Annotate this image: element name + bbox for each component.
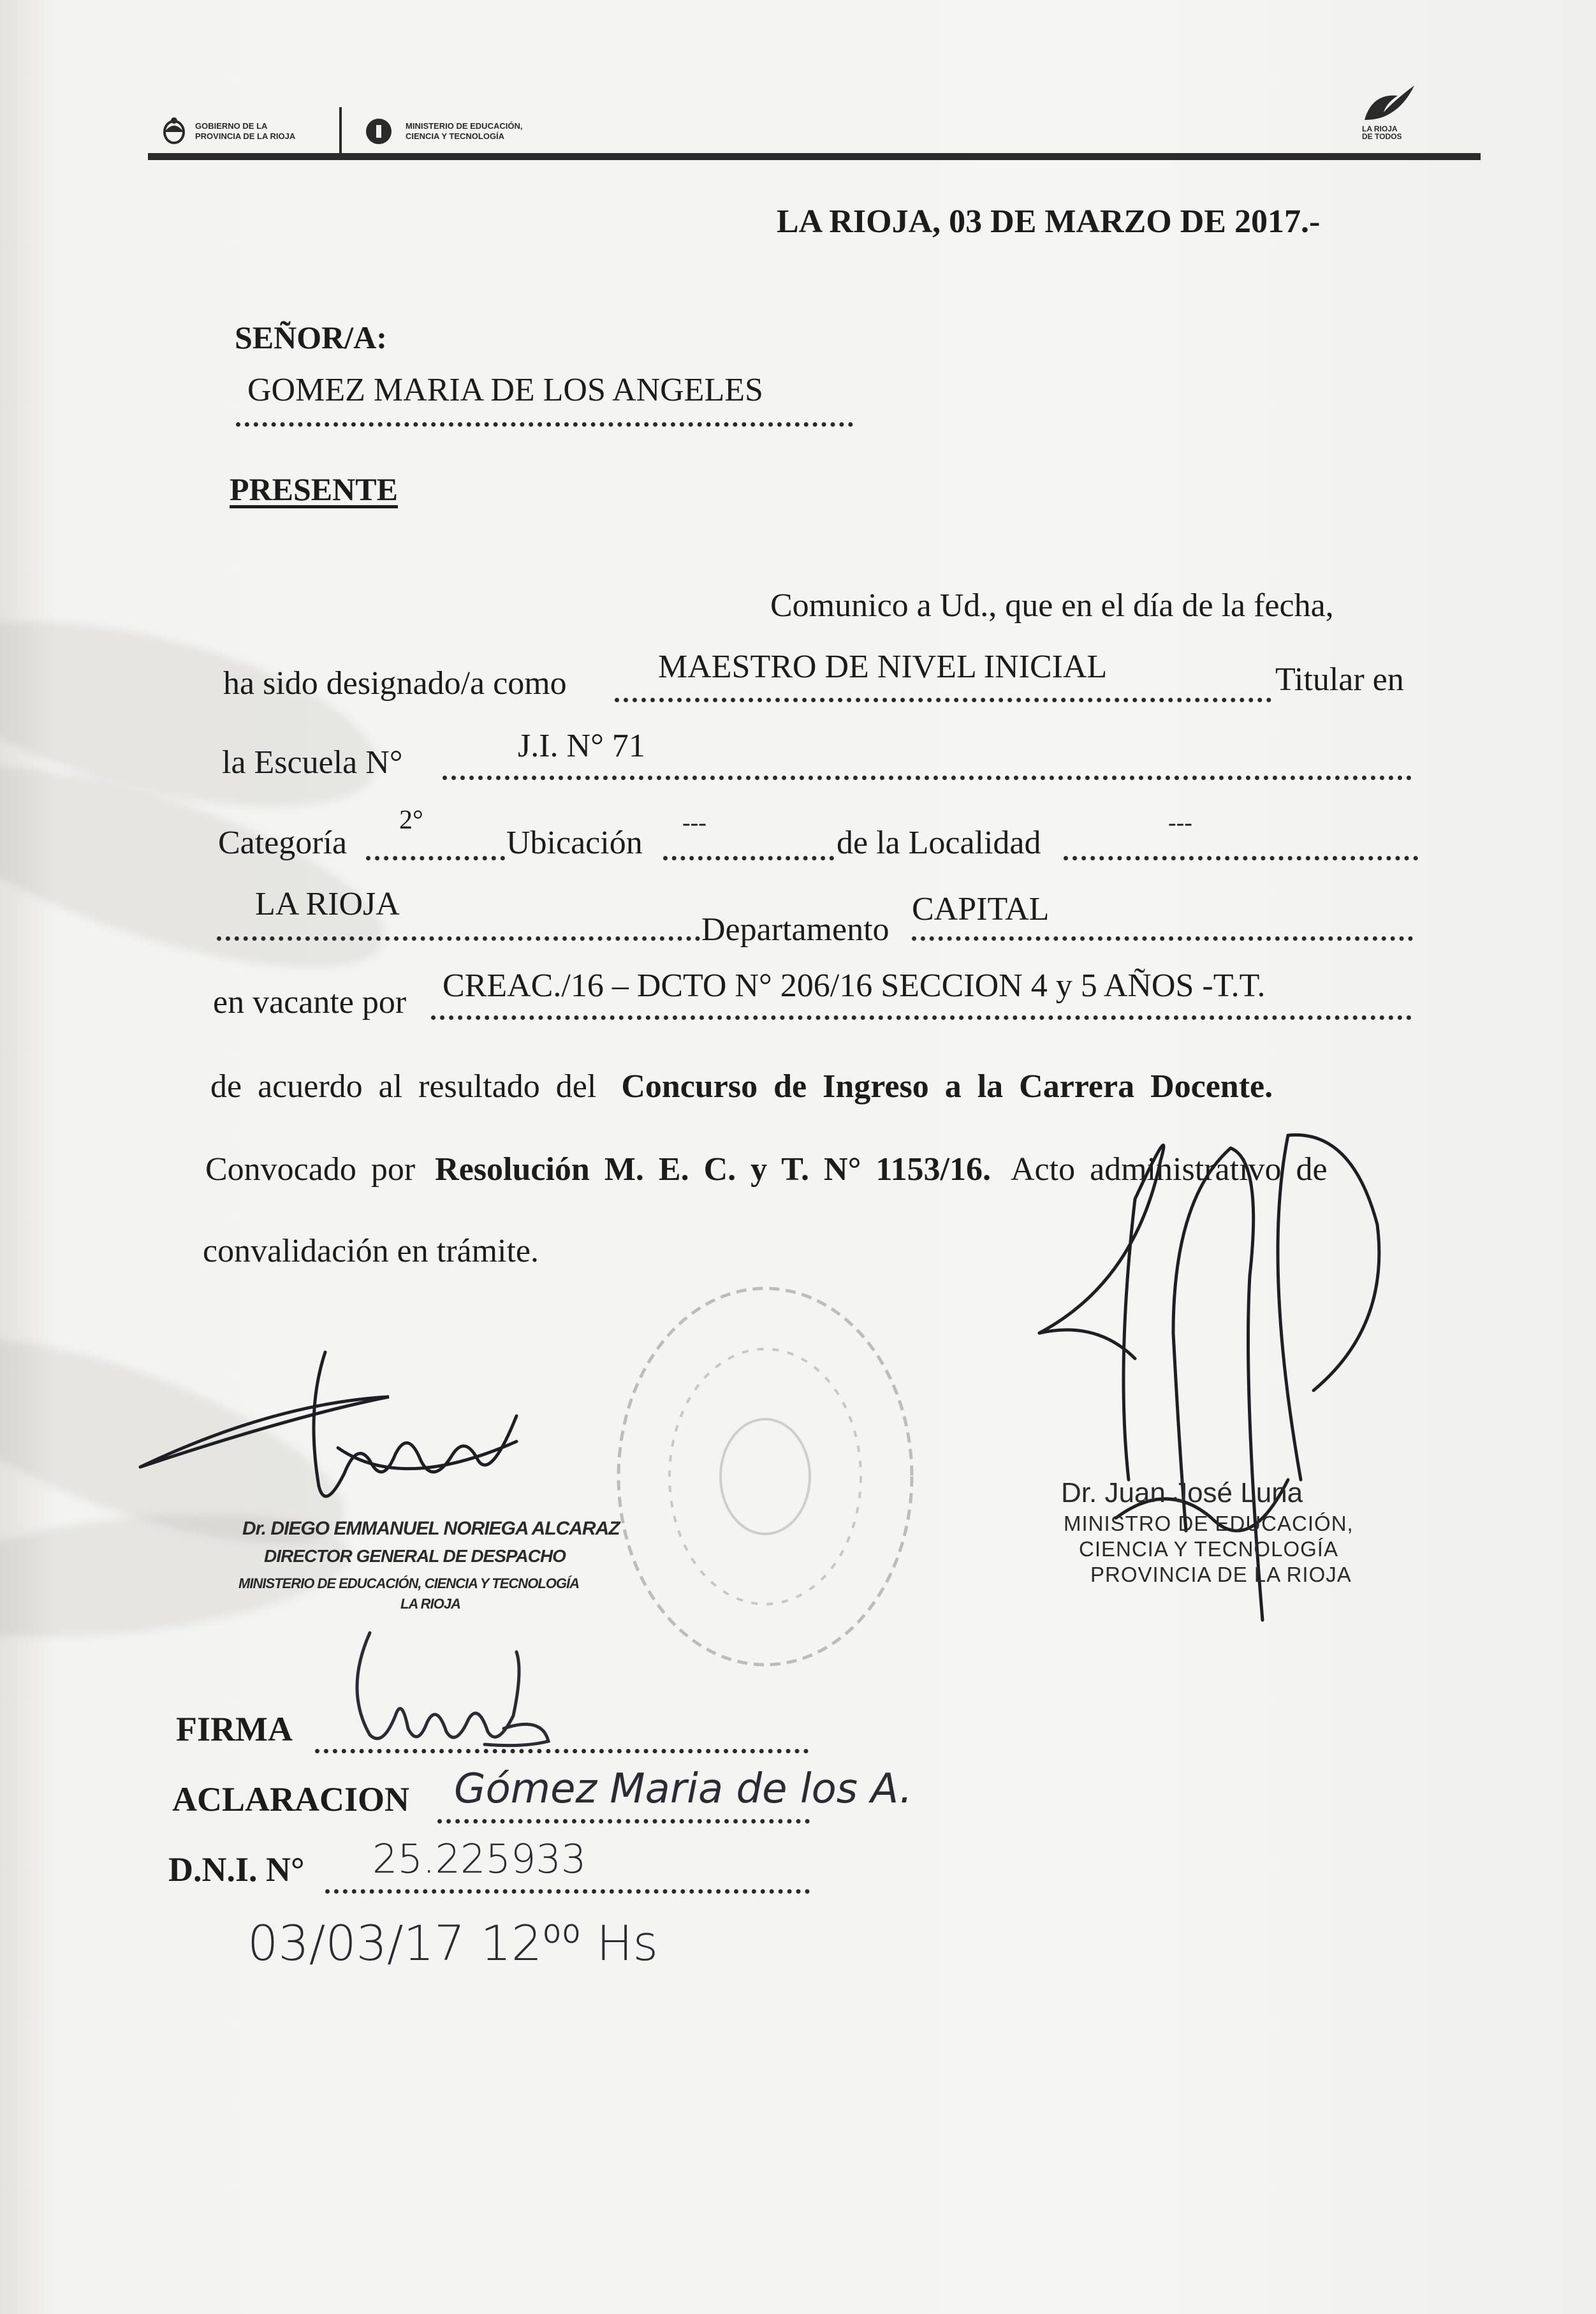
reception-date-handwritten: 03/03/17 12⁰⁰ Hs	[247, 1915, 659, 1971]
acuerdo-line	[210, 1068, 1273, 1105]
salutation: SEÑOR/A:	[235, 320, 387, 355]
convalidacion-text: convalidación en trámite.	[203, 1233, 539, 1269]
director-place: LA RIOJA	[400, 1596, 460, 1612]
escuela-value: J.I. N° 71	[518, 728, 645, 764]
director-signature	[134, 1346, 542, 1524]
dotted-line	[437, 1819, 810, 1824]
dotted-line	[431, 1015, 1412, 1020]
dotted-line	[325, 1889, 810, 1894]
acto-text: Acto administrativo de	[1010, 1151, 1328, 1188]
letterhead-rule	[148, 153, 1481, 160]
dotted-line	[1064, 856, 1418, 860]
localidad-value: ---	[1168, 809, 1192, 836]
ubicacion-label: Ubicación	[506, 825, 643, 861]
dotted-line	[443, 776, 1412, 780]
vacante-value: CREAC./16 – DCTO N° 206/16 SECCION 4 y 5 AÑOS -T.T.	[443, 968, 1266, 1004]
titular-label: Titular en	[1275, 661, 1404, 698]
minister-title-1: MINISTRO DE EDUCACIÓN,	[1064, 1512, 1354, 1535]
dotted-line	[912, 936, 1413, 941]
dotted-line	[615, 698, 1271, 702]
ciudad-value: LA RIOJA	[255, 886, 400, 922]
document-date: LA RIOJA, 03 DE MARZO DE 2017.-	[777, 203, 1321, 240]
escuela-label: la Escuela N°	[222, 744, 403, 781]
convocado-text: Convocado por	[205, 1151, 416, 1188]
recipient-name: GOMEZ MARIA DE LOS ANGELES	[247, 372, 763, 408]
dni-label: D.N.I. N°	[168, 1850, 305, 1889]
categoria-value: 2°	[399, 806, 423, 835]
logo-line-2: DE TODOS	[1362, 132, 1402, 141]
intro-text: Comunico a Ud., que en el día de la fecha,	[770, 587, 1334, 624]
cargo-value: MAESTRO DE NIVEL INICIAL	[658, 649, 1108, 685]
ubicacion-value: ---	[682, 809, 706, 836]
header-divider	[339, 107, 342, 153]
official-seal-stamp	[612, 1282, 918, 1671]
departamento-label: Departamento	[701, 911, 890, 948]
categoria-label: Categoría	[218, 825, 348, 861]
provincial-coat-of-arms-icon	[159, 116, 189, 145]
director-name: Dr. DIEGO EMMANUEL NORIEGA ALCARAZ	[242, 1518, 620, 1539]
director-title: DIRECTOR GENERAL DE DESPACHO	[264, 1546, 566, 1566]
logo-line-1: LA RIOJA	[1362, 124, 1398, 133]
concurso-text: Concurso de Ingreso a la Carrera Docente.	[621, 1068, 1273, 1105]
la-rioja-logo-icon	[1361, 82, 1418, 124]
presente-label: PRESENTE	[230, 471, 398, 507]
ministerio-line-1: MINISTERIO DE EDUCACIÓN,	[406, 121, 523, 131]
departamento-value: CAPITAL	[912, 891, 1050, 927]
minister-title-2: CIENCIA Y TECNOLOGÍA	[1079, 1537, 1338, 1561]
designado-label: ha sido designado/a como	[223, 665, 567, 702]
firma-label: FIRMA	[176, 1710, 293, 1748]
ministerio-line-2: CIENCIA Y TECNOLOGÍA	[406, 131, 505, 141]
dotted-line	[663, 856, 834, 860]
director-org: MINISTERIO DE EDUCACIÓN, CIENCIA Y TECNOLOGÍA	[238, 1575, 579, 1591]
gobierno-line-2: PROVINCIA DE LA RIOJA	[195, 131, 296, 141]
gobierno-line-1: GOBIERNO DE LA	[195, 121, 268, 131]
resolucion-text: Resolución M. E. C. y T. N° 1153/16.	[435, 1151, 991, 1188]
vacante-label: en vacante por	[213, 984, 407, 1021]
dotted-line	[366, 856, 505, 860]
dni-handwritten: 25.225933	[372, 1836, 587, 1882]
dotted-line	[236, 422, 853, 427]
acuerdo-text: de acuerdo al resultado del	[210, 1068, 597, 1105]
minister-name: Dr. Juan José Luna	[1061, 1477, 1303, 1508]
minister-title-3: PROVINCIA DE LA RIOJA	[1090, 1563, 1352, 1586]
aclaracion-handwritten: Gómez Maria de los A.	[454, 1765, 912, 1813]
recipient-signature	[332, 1620, 561, 1760]
ministry-emblem-icon	[365, 117, 393, 145]
localidad-label: de la Localidad	[837, 825, 1041, 861]
aclaracion-label: ACLARACION	[172, 1780, 410, 1818]
dotted-line	[217, 936, 700, 941]
